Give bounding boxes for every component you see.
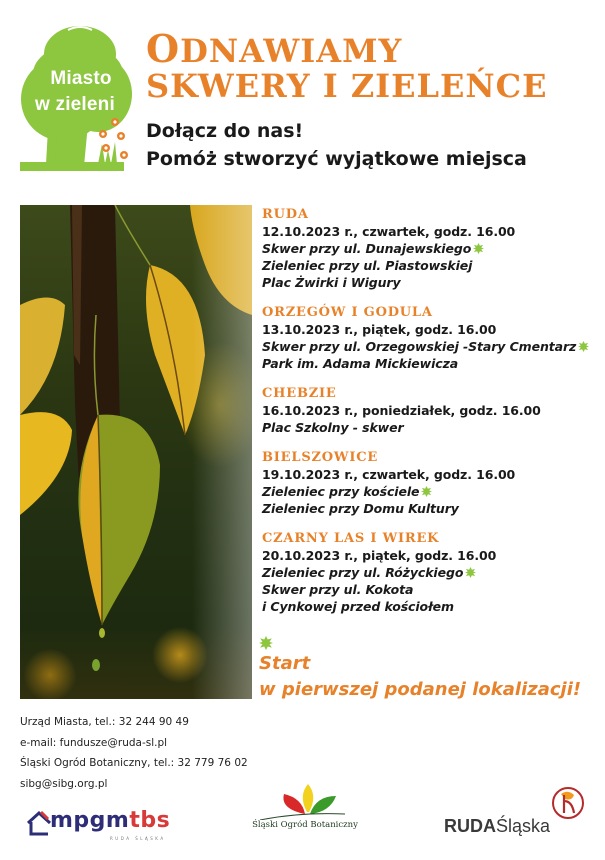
location-text: Skwer przy ul. Dunajewskiego (262, 241, 472, 256)
event-date: 16.10.2023 r., poniedziałek, godz. 16.00 (262, 403, 541, 418)
location-text: Skwer przy ul. Orzegowskiej -Stary Cmentarz (262, 339, 577, 354)
start-marker-icon (421, 486, 432, 497)
mpgm-text-part1: mpgm (50, 808, 130, 833)
schedule-section-bielszowice (262, 450, 602, 517)
mpgm-text-part2: tbs (129, 808, 171, 833)
event-date: 13.10.2023 r., piątek, godz. 16.00 (262, 322, 497, 337)
page-title-line1 (146, 26, 403, 71)
location-item: Zieleniec przy ul. Piastowskiej (262, 258, 473, 273)
logo-text-line2: w zieleni (35, 94, 115, 115)
start-note-line2: w pierwszej podanej lokalizacji! (259, 679, 582, 700)
location-item: i Cynkowej przed kościołem (262, 599, 454, 614)
location-item (262, 240, 602, 257)
schedule-section-czarny-las-wirek (262, 531, 602, 615)
location-item: Plac Żwirki i Wigury (262, 275, 401, 290)
contact-city-hall-phone: Urząd Miasta, tel.: 32 244 90 49 (20, 716, 189, 728)
schedule-section-ruda (262, 207, 602, 291)
contact-email-link[interactable]: e-mail: fundusze@ruda-sl.pl (20, 736, 168, 749)
schedule-section-orzegow-godula (262, 305, 602, 372)
title-initial: O (146, 26, 181, 71)
contact-sibg-email-link[interactable]: sibg@sibg.org.pl (20, 777, 108, 790)
photo-fade (192, 205, 252, 699)
ruda-slaska-text (444, 817, 550, 835)
location-item: Plac Szkolny - skwer (262, 420, 404, 435)
district-title: CZARNY LAS I WIREK (262, 531, 440, 546)
start-marker-icon (473, 243, 484, 254)
district-title: RUDA (262, 207, 309, 222)
start-note-line1: Start (259, 653, 311, 674)
location-item: Zieleniec przy Domu Kultury (262, 501, 459, 516)
botanic-garden-logo (250, 784, 360, 844)
mpgm-subtitle: RUDA ŚLĄSKA (110, 836, 166, 841)
mpgm-text (50, 810, 170, 832)
location-item: Park im. Adama Mickiewicza (262, 356, 459, 371)
three-leaves-icon (250, 784, 360, 820)
schedule-list (262, 207, 602, 629)
botanic-garden-name: Śląski Ogród Botaniczny (252, 820, 358, 830)
location-text: Zieleniec przy ul. Różyckiego (262, 565, 464, 580)
ruda-slaska-logo (444, 783, 594, 843)
autumn-leaves-photo (20, 205, 252, 699)
title-rest: DNAWIAMY (180, 32, 403, 70)
contact-info (20, 712, 248, 794)
event-date: 19.10.2023 r., czwartek, godz. 16.00 (262, 467, 516, 482)
district-title: ORZEGÓW I GODULA (262, 305, 433, 320)
logo-text-line1: Miasto (50, 68, 112, 89)
location-item (262, 564, 602, 581)
contact-botanic-garden-phone: Śląski Ogród Botaniczny, tel.: 32 779 76 02 (20, 757, 248, 769)
subtitle-line1: Dołącz do nas! (146, 120, 304, 142)
start-marker-icon (578, 341, 589, 352)
schedule-section-chebzie (262, 386, 602, 436)
page-title-line2: SKWERY I ZIELEŃCE (146, 67, 548, 105)
location-text: Zieleniec przy kościele (262, 484, 420, 499)
mpgm-tbs-logo (26, 808, 171, 846)
ruda-text-bold: RUDA (444, 816, 496, 836)
location-item (262, 483, 602, 500)
district-title: BIELSZOWICE (262, 450, 379, 465)
district-title: CHEBZIE (262, 386, 337, 401)
ruda-emblem-icon (548, 783, 588, 823)
location-item (262, 338, 602, 355)
miasto-w-zieleni-logo (18, 24, 134, 176)
location-item: Skwer przy ul. Kokota (262, 582, 414, 597)
ruda-text-light: Śląska (496, 816, 551, 836)
event-date: 20.10.2023 r., piątek, godz. 16.00 (262, 548, 497, 563)
subtitle-line2: Pomóż stworzyć wyjątkowe miejsca (146, 148, 527, 170)
start-marker-icon (465, 567, 476, 578)
start-marker-icon (259, 636, 273, 650)
event-date: 12.10.2023 r., czwartek, godz. 16.00 (262, 224, 516, 239)
